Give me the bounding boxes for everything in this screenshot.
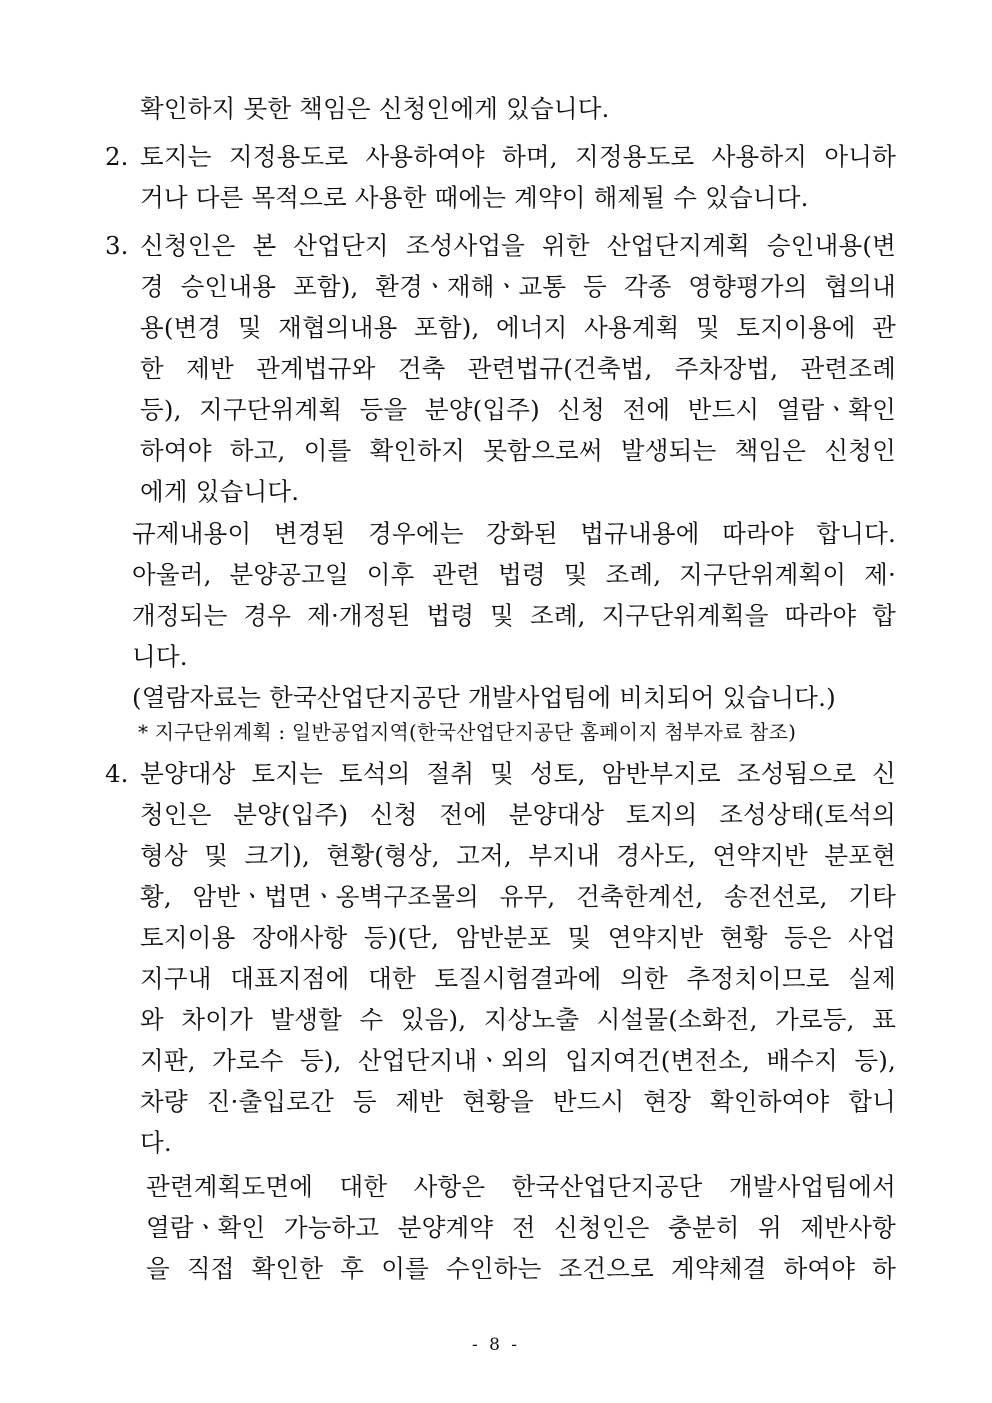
item-4-line: 와 차이가 발생할 수 있음), 지상노출 시설물(소화전, 가로등, 표 [140, 1005, 896, 1034]
item-3-line: 에게 있습니다. [140, 477, 300, 506]
item-3-extra-line: 개정되는 경우 제·개정된 법령 및 조례, 지구단위계획을 따라야 합 [132, 601, 896, 630]
item-3-line: 한 제반 관계법규와 건축 관련법규(건축법, 주차장법, 관련조례 [140, 354, 896, 383]
item-3-extra-line: 니다. [132, 642, 188, 671]
item-4-line: 형상 및 크기), 현황(형상, 고저, 부지내 경사도, 연약지반 분포현 [140, 841, 896, 870]
continuation-line: 확인하지 못한 책임은 신청인에게 있습니다. [140, 94, 610, 123]
item-3-line: 신청인은 본 산업단지 조성사업을 위한 산업단지계획 승인내용(변 [140, 231, 896, 260]
item-3-extra-line: 규제내용이 변경된 경우에는 강화된 법규내용에 따라야 합니다. [132, 519, 896, 548]
item-4-line: 지구내 대표지점에 대한 토질시험결과에 의한 추정치이므로 실제 [140, 964, 896, 993]
item-number: 3. [105, 231, 129, 260]
item-2-line: 토지는 지정용도로 사용하여야 하며, 지정용도로 사용하지 아니하 [140, 142, 896, 171]
item-4-line: 토지이용 장애사항 등)(단, 암반분포 및 연약지반 현황 등은 사업 [140, 923, 896, 952]
footnote: * 지구단위계획 : 일반공업지역(한국산업단지공단 홈페이지 첨부자료 참조) [138, 720, 797, 744]
item-3-line: 하여야 하고, 이를 확인하지 못함으로써 발생되는 책임은 신청인 [140, 436, 896, 465]
item-3-line: 등), 지구단위계획 등을 분양(입주) 신청 전에 반드시 열람ㆍ확인 [140, 395, 896, 424]
item-3-extra-line: 아울러, 분양공고일 이후 관련 법령 및 조례, 지구단위계획이 제· [132, 560, 896, 589]
item-4-extra-line: 관련계획도면에 대한 사항은 한국산업단지공단 개발사업팀에서 [146, 1172, 896, 1201]
item-4-line: 차량 진·출입로간 등 제반 현황을 반드시 현장 확인하여야 합니 [140, 1087, 896, 1116]
page-number: - 8 - [471, 1335, 521, 1355]
item-3-line: 용(변경 및 재협의내용 포함), 에너지 사용계획 및 토지이용에 관 [140, 313, 896, 342]
item-4-line: 청인은 분양(입주) 신청 전에 분양대상 토지의 조성상태(토석의 [140, 800, 896, 829]
item-number: 4. [105, 759, 129, 788]
item-4-line: 황, 암반ㆍ법면ㆍ옹벽구조물의 유무, 건축한계선, 송전선로, 기타 [140, 882, 896, 911]
item-4-line: 분양대상 토지는 토석의 절취 및 성토, 암반부지로 조성됨으로 신 [140, 759, 896, 788]
reading-material-note: (열람자료는 한국산업단지공단 개발사업팀에 비치되어 있습니다.) [132, 683, 836, 712]
item-3-line: 경 승인내용 포함), 환경ㆍ재해ㆍ교통 등 각종 영향평가의 협의내 [140, 272, 896, 301]
item-4-extra-line: 열람ㆍ확인 가능하고 분양계약 전 신청인은 충분히 위 제반사항 [146, 1213, 896, 1242]
item-number: 2. [105, 142, 129, 171]
item-4-extra-line: 을 직접 확인한 후 이를 수인하는 조건으로 계약체결 하여야 하 [146, 1254, 896, 1283]
item-4-line: 지판, 가로수 등), 산업단지내ㆍ외의 입지여건(변전소, 배수지 등), [140, 1046, 896, 1075]
item-2-line: 거나 다른 목적으로 사용한 때에는 계약이 해제될 수 있습니다. [140, 183, 809, 212]
item-4-line: 다. [140, 1128, 172, 1157]
